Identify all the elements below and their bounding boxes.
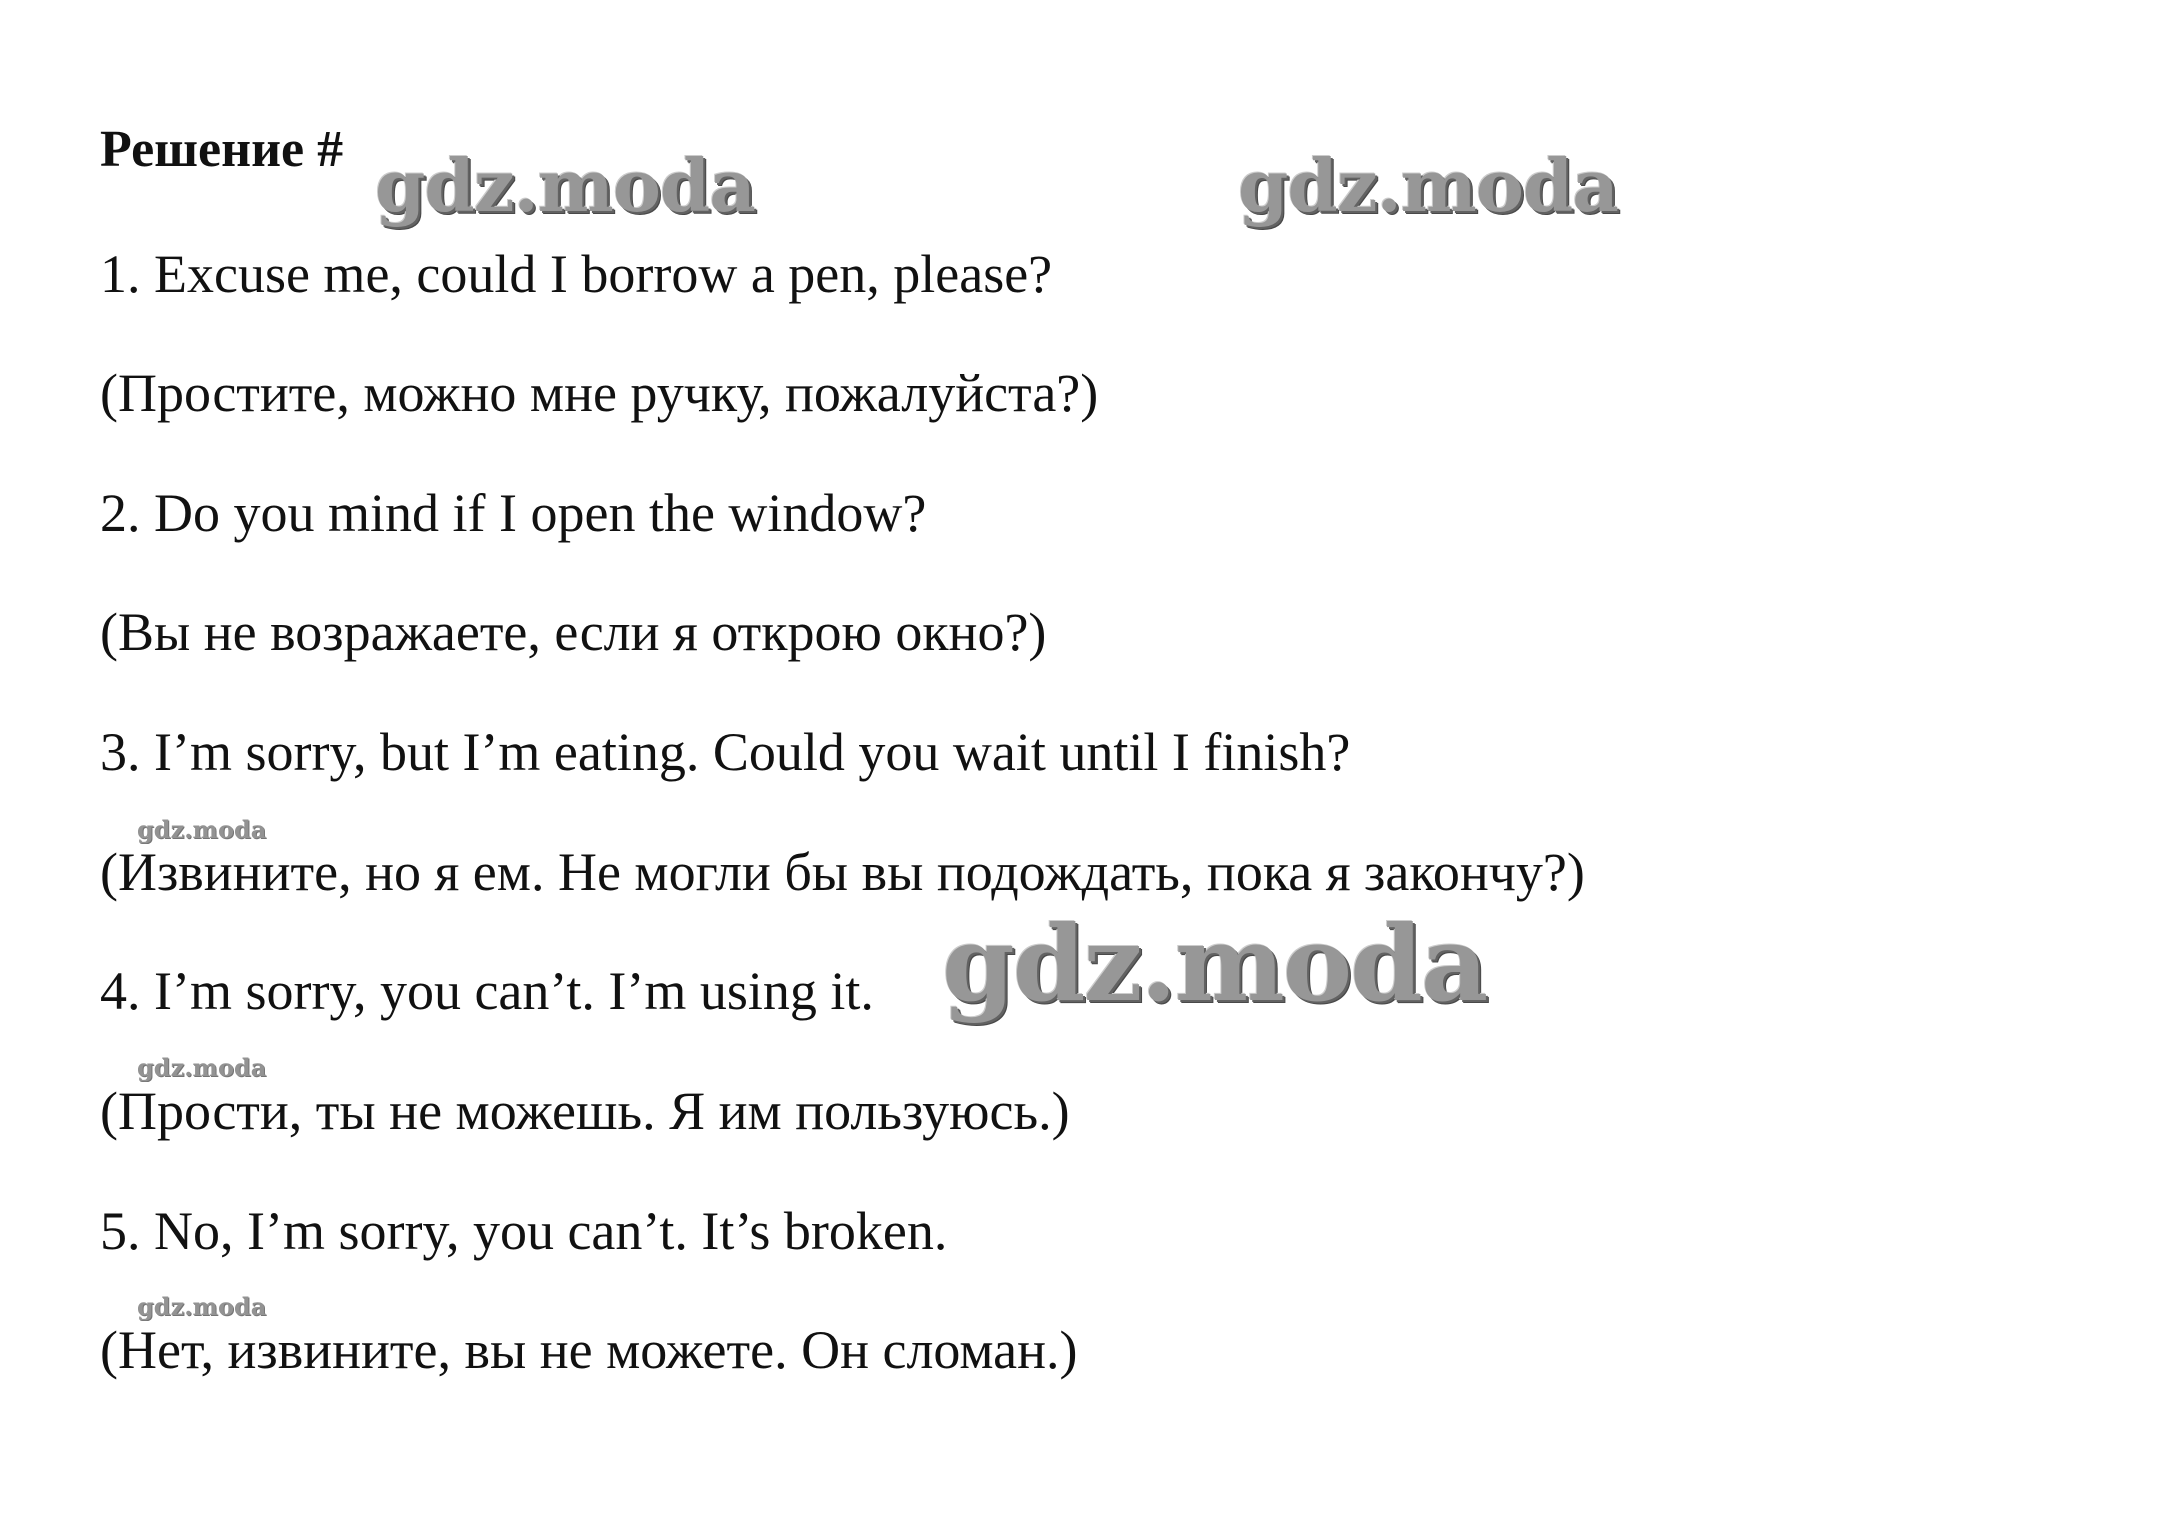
answer-1: 1. Excuse me, could I borrow a pen, please? <box>100 244 1053 304</box>
translation-5: (Нет, извините, вы не можете. Он сломан.) <box>100 1320 1078 1380</box>
answer-4: 4. I’m sorry, you can’t. I’m using it. <box>100 961 874 1021</box>
answer-5: 5. No, I’m sorry, you can’t. It’s broken. <box>100 1201 948 1261</box>
translation-4: (Прости, ты не можешь. Я им пользуюсь.) <box>100 1081 1070 1141</box>
watermark-logo: gdz.moda <box>375 143 755 228</box>
watermark-logo: gdz.moda <box>1238 143 1618 228</box>
translation-3: (Извините, но я ем. Не могли бы вы подождать, пока я закончу?) <box>100 842 1585 902</box>
watermark-small: gdz.moda <box>137 815 267 844</box>
translation-1: (Простите, можно мне ручку, пожалуйста?) <box>100 363 1099 423</box>
watermark-small: gdz.moda <box>137 1053 267 1082</box>
answer-2: 2. Do you mind if I open the window? <box>100 483 927 543</box>
translation-2: (Вы не возражаете, если я открою окно?) <box>100 602 1047 662</box>
watermark-small: gdz.moda <box>137 1292 267 1321</box>
watermark-logo: gdz.moda <box>942 902 1487 1025</box>
answer-3: 3. I’m sorry, but I’m eating. Could you wait until I finish? <box>100 722 1351 782</box>
solution-heading: Решение # <box>100 121 344 178</box>
